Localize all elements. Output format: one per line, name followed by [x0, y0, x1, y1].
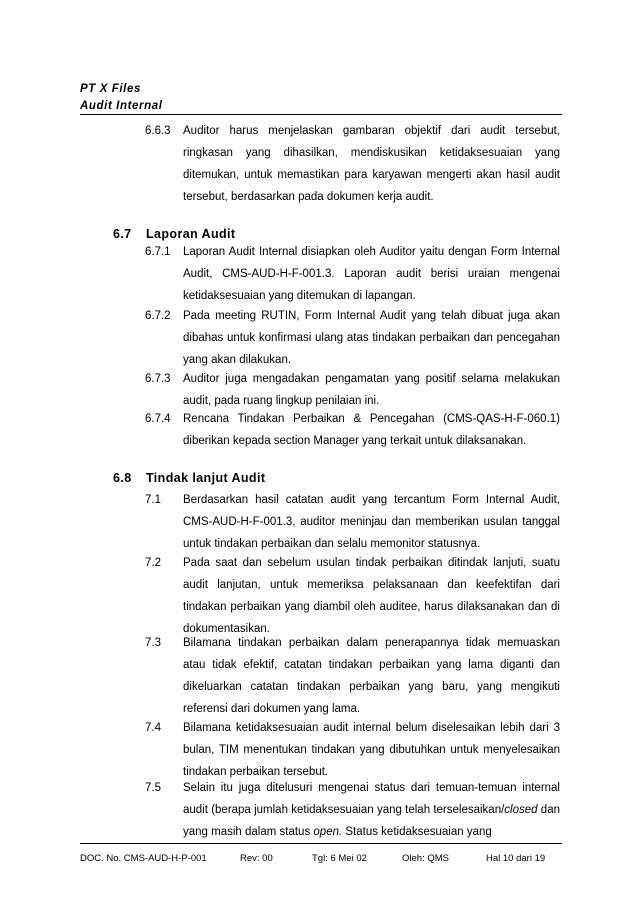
section-title: Tindak lanjut Audit — [146, 471, 266, 485]
item-number: 6.7.2 — [145, 310, 171, 322]
item-text: Berdasarkan hasil catatan audit yang tercantum Form Internal Audit, CMS-AUD-H-F-001.3, auditor meninjau dan memberikan usulan tanggal untuk tindakan perbaikan dan selalu memonitor statusnya. — [183, 494, 560, 550]
item-number: 6.7.1 — [145, 246, 171, 258]
footer-date: Tgl: 6 Mei 02 — [312, 853, 367, 864]
item-text: Pada saat dan sebelum usulan tindak perbaikan ditindak lanjuti, suatu audit lanjutan, untuk memeriksa pelaksanaan dan keefektifan dari tindakan perbaikan yang diambil oleh auditee, harus dilaksanakan dan di dokumentasikan. — [183, 557, 560, 635]
item-text-part: dan yang masih dalam status — [183, 804, 560, 838]
item-text — [183, 777, 560, 843]
list-item-6-7-2 — [145, 305, 560, 371]
list-item-6-7-3 — [145, 368, 560, 412]
department-header: Audit Internal — [80, 100, 163, 112]
footer-divider — [80, 843, 562, 844]
closed-term: closed — [504, 804, 538, 816]
section-title: Laporan Audit — [146, 227, 236, 241]
item-number: 7.3 — [145, 637, 161, 649]
item-text-part: Status ketidaksesuaian yang — [342, 826, 492, 838]
footer-revision: Rev: 00 — [240, 853, 273, 864]
list-item-7-2 — [145, 552, 560, 640]
item-text: Bilamana tindakan perbaikan dalam penerapannya tidak memuaskan atau tidak efektif, catatan tindakan perbaikan yang lama diganti dan dikeluarkan catatan tindakan perbaikan yang baru, yang mengikuti referensi dari dokumen yang lama. — [183, 637, 560, 715]
item-text: Rencana Tindakan Perbaikan & Pencegahan (CMS-QAS-H-F-060.1) diberikan kepada section Manager yang terkait untuk dilaksanakan. — [183, 413, 560, 447]
list-item-7-1 — [145, 489, 560, 555]
list-item-7-4 — [145, 717, 560, 783]
list-item-6-7-1 — [145, 241, 560, 307]
list-item-7-3 — [145, 632, 560, 720]
item-number: 7.1 — [145, 494, 161, 506]
footer-doc-number: DOC. No. CMS-AUD-H-P-001 — [80, 853, 207, 864]
item-number: 7.4 — [145, 722, 161, 734]
item-text-part: Selain itu juga ditelusuri mengenai status dari temuan-temuan internal audit (berapa jumlah ketidaksesuaian yang telah terselesaikan/ — [183, 782, 560, 816]
item-number: 6.6.3 — [145, 125, 171, 137]
list-item-7-5 — [145, 777, 560, 843]
section-heading-6-7 — [113, 227, 235, 241]
item-text: Bilamana ketidaksesuaian audit internal belum diselesaikan lebih dari 3 bulan, TIM menentukan tindakan yang dibutuhkan untuk menyelesaikan tindakan perbaikan tersebut. — [183, 722, 560, 778]
item-number: 7.5 — [145, 782, 161, 794]
item-number: 6.7.4 — [145, 413, 171, 425]
company-header: PT X Files — [80, 83, 141, 95]
section-number: 6.8 — [113, 471, 132, 485]
section-number: 6.7 — [113, 227, 132, 241]
item-number: 6.7.3 — [145, 373, 171, 385]
item-text: Auditor juga mengadakan pengamatan yang positif selama melakukan audit, pada ruang lingkup penilaian ini. — [183, 373, 560, 407]
header-divider — [80, 114, 562, 115]
list-item-6-6-3 — [145, 120, 560, 208]
item-text: Auditor harus menjelaskan gambaran objektif dari audit tersebut, ringkasan yang dihasilkan, mendiskusikan ketidaksesuaian yang ditemukan, untuk memastikan para karyawan mengerti akan hasil audit tersebut, berdasarkan pada dokumen kerja audit. — [183, 125, 560, 203]
list-item-6-7-4 — [145, 408, 560, 452]
item-text: Laporan Audit Internal disiapkan oleh Auditor yaitu dengan Form Internal Audit, CMS-AUD-H-F-001.3. Laporan audit berisi uraian mengenai ketidaksesuaian yang ditemukan di lapangan. — [183, 246, 560, 302]
open-term: open. — [313, 826, 343, 838]
footer-author: Oleh: QMS — [402, 853, 449, 864]
item-number: 7.2 — [145, 557, 161, 569]
footer-page-number: Hal 10 dari 19 — [486, 853, 546, 864]
item-text: Pada meeting RUTIN, Form Internal Audit yang telah dibuat juga akan dibahas untuk konfirmasi ulang atas tindakan perbaikan dan pencegahan yang akan dilakukan. — [183, 310, 560, 366]
section-heading-6-8 — [113, 471, 265, 485]
